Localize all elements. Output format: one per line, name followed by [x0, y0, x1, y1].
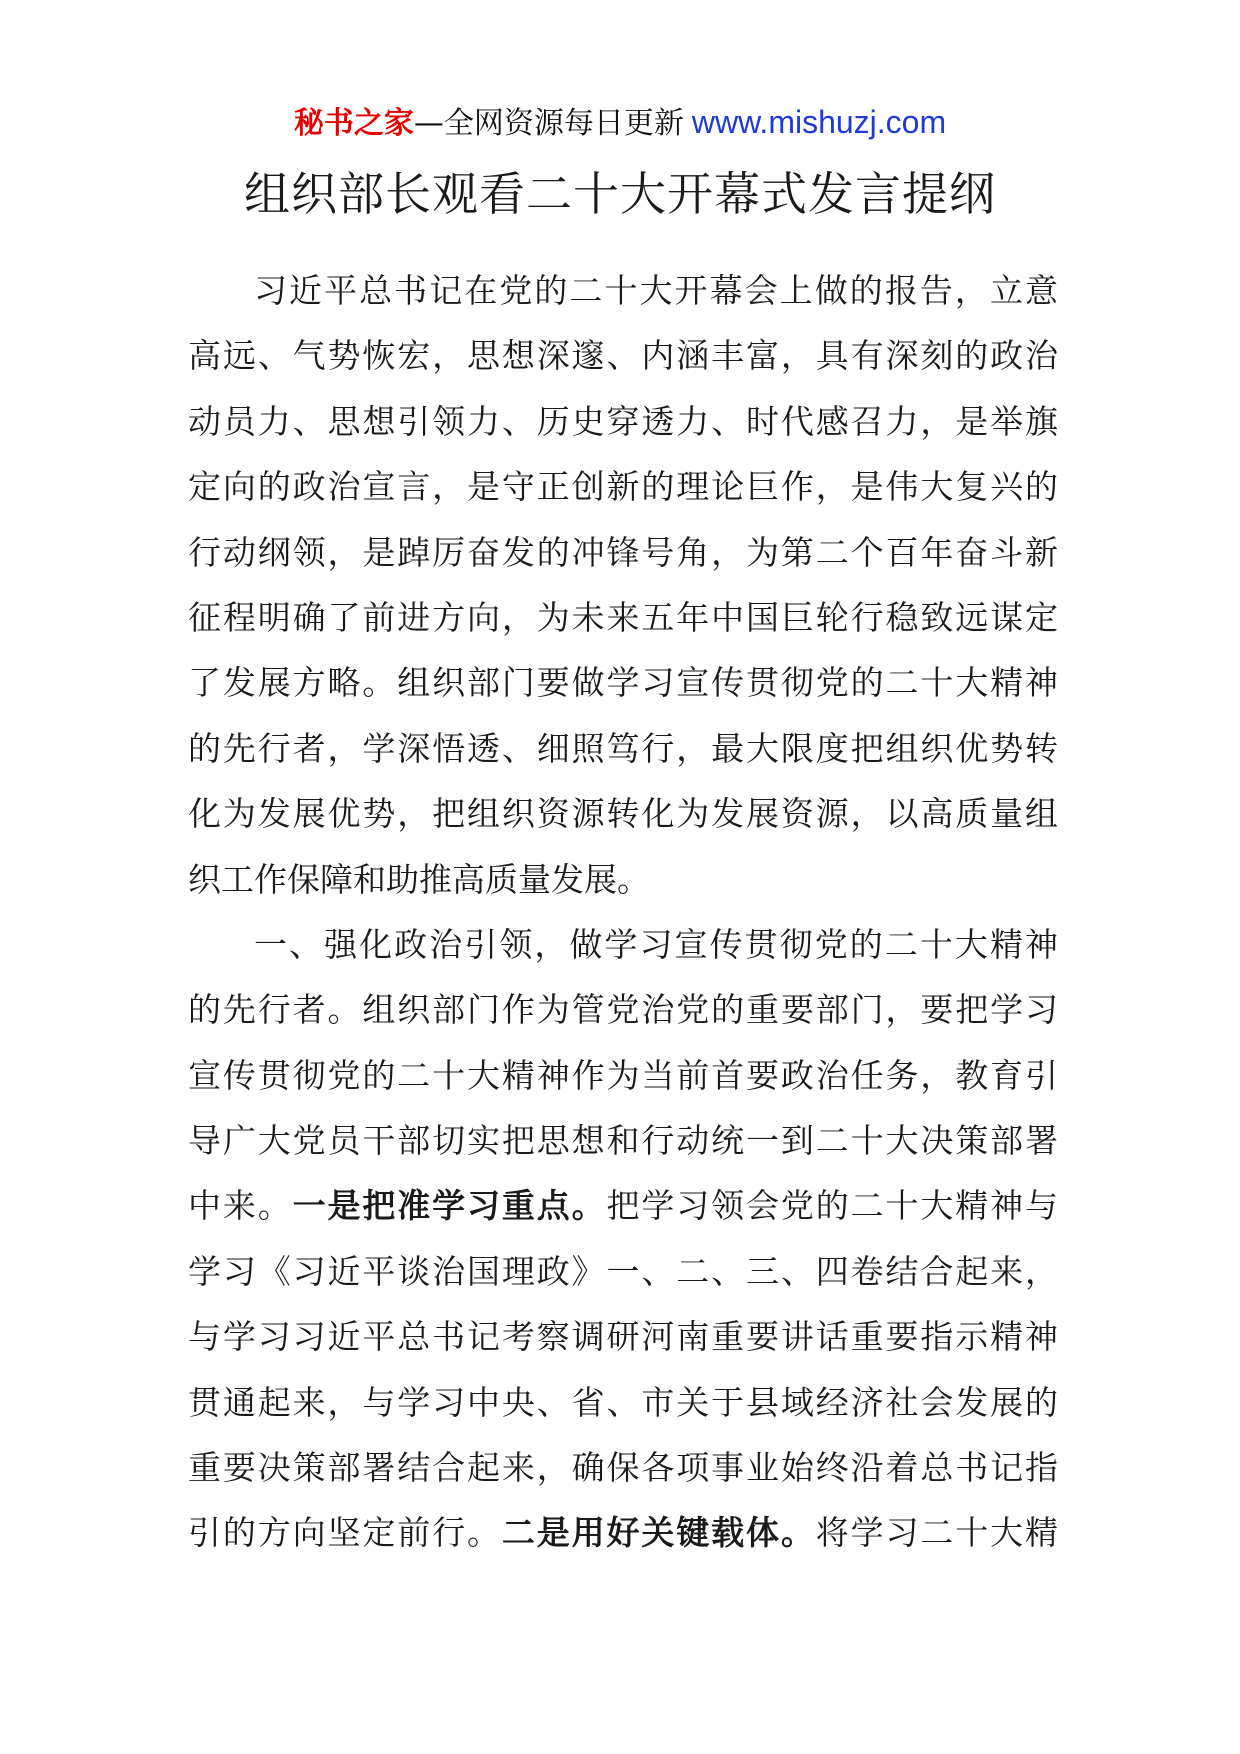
- paragraph-section-one: [188, 912, 1058, 1566]
- line-text: 中来。: [188, 1186, 293, 1226]
- paragraph-line: 导广大党员干部切实把思想和行动统一到二十大决策部署: [188, 1121, 1058, 1161]
- document-body: [188, 258, 1058, 1566]
- site-url-link[interactable]: www.mishuzj.com: [691, 104, 947, 140]
- paragraph-line: 征程明确了前进方向，为未来五年中国巨轮行稳致远谋定: [188, 597, 1058, 637]
- paragraph-line: [188, 1500, 1058, 1565]
- paragraph-line: 动员力、思想引领力、历史穿透力、时代感召力，是举旗: [188, 401, 1058, 441]
- paragraph-line: 学习《习近平谈治国理政》一、二、三、四卷结合起来，: [188, 1251, 1058, 1291]
- paragraph-line: 行动纲领，是踔厉奋发的冲锋号角，为第二个百年奋斗新: [188, 532, 1058, 572]
- site-header: [0, 100, 1240, 146]
- bold-point-one: 一是把准学习重点。: [292, 1186, 607, 1226]
- section-heading-line: 一、强化政治引领，做学习宣传贯彻党的二十大精神: [254, 924, 1058, 964]
- paragraph-line: 定向的政治宣言，是守正创新的理论巨作，是伟大复兴的: [188, 467, 1058, 507]
- paragraph-line: 贯通起来，与学习中央、省、市关于县域经济社会发展的: [188, 1382, 1058, 1422]
- line-text: 把学习领会党的二十大精神与: [606, 1186, 1058, 1226]
- paragraph-line: 宣传贯彻党的二十大精神作为当前首要政治任务，教育引: [188, 1055, 1058, 1095]
- paragraph-line: 化为发展优势，把组织资源转化为发展资源，以高质量组: [188, 794, 1058, 834]
- paragraph-line: 了发展方略。组织部门要做学习宣传贯彻党的二十大精神: [188, 663, 1058, 703]
- brand-name: 秘书之家: [293, 106, 414, 141]
- paragraph-line: 重要决策部署结合起来，确保各项事业始终沿着总书记指: [188, 1448, 1058, 1488]
- paragraph-line: [188, 1173, 1058, 1238]
- paragraph-line: 习近平总书记在党的二十大开幕会上做的报告，立意: [254, 271, 1058, 310]
- line-text: 将学习二十大精: [815, 1513, 1058, 1553]
- paragraph-intro: [188, 258, 1058, 912]
- document-title: 组织部长观看二十大开幕式发言提纲: [244, 167, 996, 221]
- paragraph-line: 织工作保障和助推高质量发展。: [188, 859, 650, 899]
- bold-point-two: 二是用好关键载体。: [501, 1513, 816, 1553]
- header-slogan: —全网资源每日更新: [413, 106, 684, 141]
- line-text: 引的方向坚定前行。: [188, 1513, 502, 1553]
- paragraph-line: 的先行者。组织部门作为管党治党的重要部门，要把学习: [188, 990, 1058, 1030]
- paragraph-line: 与学习习近平总书记考察调研河南重要讲话重要指示精神: [188, 1317, 1058, 1357]
- paragraph-line: 高远、气势恢宏，思想深邃、内涵丰富，具有深刻的政治: [188, 336, 1058, 376]
- paragraph-line: 的先行者，学深悟透、细照笃行，最大限度把组织优势转: [188, 728, 1058, 768]
